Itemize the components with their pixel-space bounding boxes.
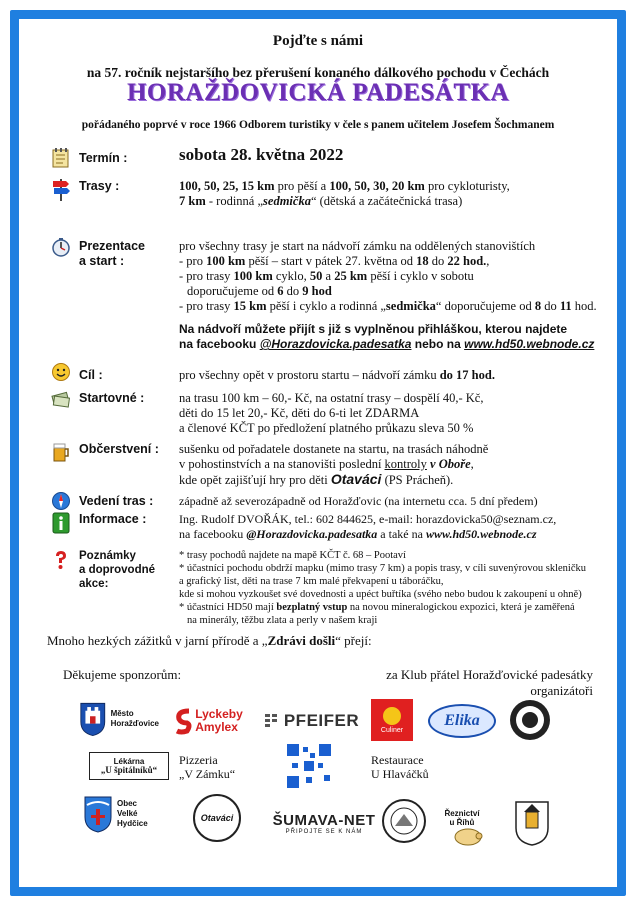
facebook-link-2[interactable]: @Horazdovicka.padesatka bbox=[246, 527, 378, 541]
smiley-icon bbox=[51, 362, 71, 382]
section-informace: Informace : Ing. Rudolf DVOŘÁK, tel.: 602 844625, e-mail: horazdovicka50@seznam.cz, na facebooku @Horazdovicka.padesatka a také na www.hd50.webnode.cz bbox=[41, 512, 607, 546]
section-trasy: Trasy : 100, 50, 25, 15 km pro pěší a 100, 50, 30, 20 km pro cykloturisty, 7 km - rodinná „sedmička“ (dětská a začátečnická trasa) bbox=[41, 177, 607, 211]
page-frame bbox=[10, 10, 626, 896]
section-prezentace bbox=[41, 231, 607, 361]
section-startovne: Startovné : na trasu 100 km – 60,- Kč, na ostatní trasy – dospělí 40,- Kč, děti do 15 let 20,- Kč, děti do 6-ti let ZDARMA a členové KČT po předložení platného průkazu sleva 50 % bbox=[41, 389, 607, 439]
founder-line: pořádaného poprvé v roce 1966 Odborem turistiky v čele s panem učitelem Josefem Šochmanem bbox=[81, 119, 555, 131]
startovne-label: Startovné : bbox=[79, 391, 145, 405]
question-mark-icon bbox=[51, 549, 71, 569]
section-termin bbox=[41, 147, 607, 171]
logo-museum-badge bbox=[509, 797, 555, 847]
informace-label: Informace : bbox=[79, 512, 147, 526]
section-cil: Cíl : pro všechny opět v prostoru startu – nádvoří zámku do 17 hod. bbox=[41, 362, 607, 384]
info-icon bbox=[51, 512, 71, 532]
logo-mesto-horazdovice: Město Horažďovice bbox=[79, 699, 159, 739]
organizers: za Klub přátel Horažďovické padesátky organizátoři bbox=[386, 667, 593, 698]
facebook-link[interactable]: @Horazdovicka.padesatka bbox=[259, 337, 412, 351]
logo-elika: Elika bbox=[427, 703, 497, 739]
poznamky-label: Poznámky a doprovodné akce: bbox=[79, 550, 156, 590]
pig-icon bbox=[449, 825, 489, 849]
logo-otavaci: Otaváci bbox=[187, 793, 247, 843]
cil-label: Cíl : bbox=[79, 368, 103, 382]
qr-code-icon bbox=[281, 741, 337, 791]
termin-value: sobota 28. května 2022 bbox=[179, 145, 344, 164]
notepad-icon bbox=[51, 147, 71, 167]
intro-line: Pojďte s námi bbox=[272, 33, 364, 49]
compass-icon bbox=[51, 491, 71, 511]
web-link[interactable]: www.hd50.webnode.cz bbox=[464, 337, 595, 351]
logo-penzion-badge bbox=[509, 699, 551, 741]
logo-restaurace: Restaurace U Hlaváčků bbox=[371, 753, 429, 781]
section-obcerstveni: Občerstvení : sušenku od pořadatele dostanete na startu, na trasách náhodně v pohostinstvích a na stanovišti poslední kontroly v Oboře, kde opět zajišťují hry pro děti Otaváci (PS Prácheň). bbox=[41, 439, 607, 491]
closing-line: Mnoho hezkých zážitků v jarní přírodě a „Zdrávi došli“ přejí: bbox=[47, 633, 372, 648]
logo-obec-velke-hydcice: Obec Velké Hydčice bbox=[83, 793, 173, 835]
logo-sumava-net: ŠUMAVA-NET PŘIPOJTE SE K NÁM bbox=[272, 811, 376, 835]
logo-pizzeria: Pizzeria „V Zámku“ bbox=[179, 753, 236, 781]
prezentace-text: pro všechny trasy je start na nádvoří zámku na oddělených stanovištích - pro 100 km pěší – start v pátek 27. května od 18 do 22 hod., - pro trasy 100 km cyklo, 50 a 25 km pěší i cyklo v sobotu doporučujeme od 6 do 9 hod - pro trasy 15 km pěší i cyklo a rodinná „sedmička“ doporučujeme od 8 do 11 hod. Na nádvoří můžete přijít s již s vyplněnou přihláškou, kterou najdete na facebooku @Horazdovicka.padesatka nebo na www.hd50.webnode.cz bbox=[179, 239, 597, 351]
vedeni-value: západně až severozápadně od Horažďovic (na internetu cca. 5 dní předem) bbox=[179, 494, 538, 508]
prezentace-label: Prezentace a start : bbox=[79, 239, 146, 268]
termin-label: Termín : bbox=[79, 151, 128, 165]
trasy-label: Trasy : bbox=[79, 179, 120, 193]
subtitle-line: na 57. ročník nejstaršího bez přerušení konaného dálkového pochodu v Čechách bbox=[86, 65, 550, 80]
logo-lyckeby-amylex: Lyckeby Amylex bbox=[169, 703, 249, 739]
beer-mug-icon bbox=[51, 441, 71, 461]
web-link-2[interactable]: www.hd50.webnode.cz bbox=[425, 527, 537, 541]
vedeni-label: Vedení tras : bbox=[79, 494, 154, 508]
section-poznamky: Poznámky a doprovodné akce: * trasy pochodů najdete na mapě KČT č. 68 – Pootaví * účastníci pochodu obdrží mapku (mimo trasy 7 km) a popis trasy, v cíli suvenýrovou skleničku a grafický list, děti na trase 7 km malé překvapení u táboráčku, kde si mohou vyzkoušet své dovednosti a upéct buřtíka (svého nebo budou k zakoupení u ohně) * účastníci HD50 mají bezplatný vstup na novou mineralogickou expozici, která je zaměřená na minerály, těžbu zlata a perly v našem kraji bbox=[41, 547, 607, 627]
logo-badge-round bbox=[379, 797, 429, 845]
money-icon bbox=[51, 389, 71, 409]
logo-culiner: Culiner bbox=[371, 699, 413, 741]
logo-reznictvi: Řeznictví u Říhů bbox=[444, 809, 480, 827]
logo-pfeifer: PFEIFER bbox=[257, 709, 367, 733]
event-title: HORAŽĎOVICKÁ PADESÁTKA bbox=[126, 79, 510, 106]
stopwatch-icon bbox=[51, 237, 71, 257]
logo-lekarna: Lékárna „U špitálníků“ bbox=[89, 752, 169, 780]
obcerstveni-label: Občerstvení : bbox=[79, 442, 159, 456]
section-vedeni bbox=[41, 491, 607, 511]
thanks-label: Děkujeme sponzorům: bbox=[63, 667, 182, 682]
signpost-icon bbox=[51, 177, 71, 197]
